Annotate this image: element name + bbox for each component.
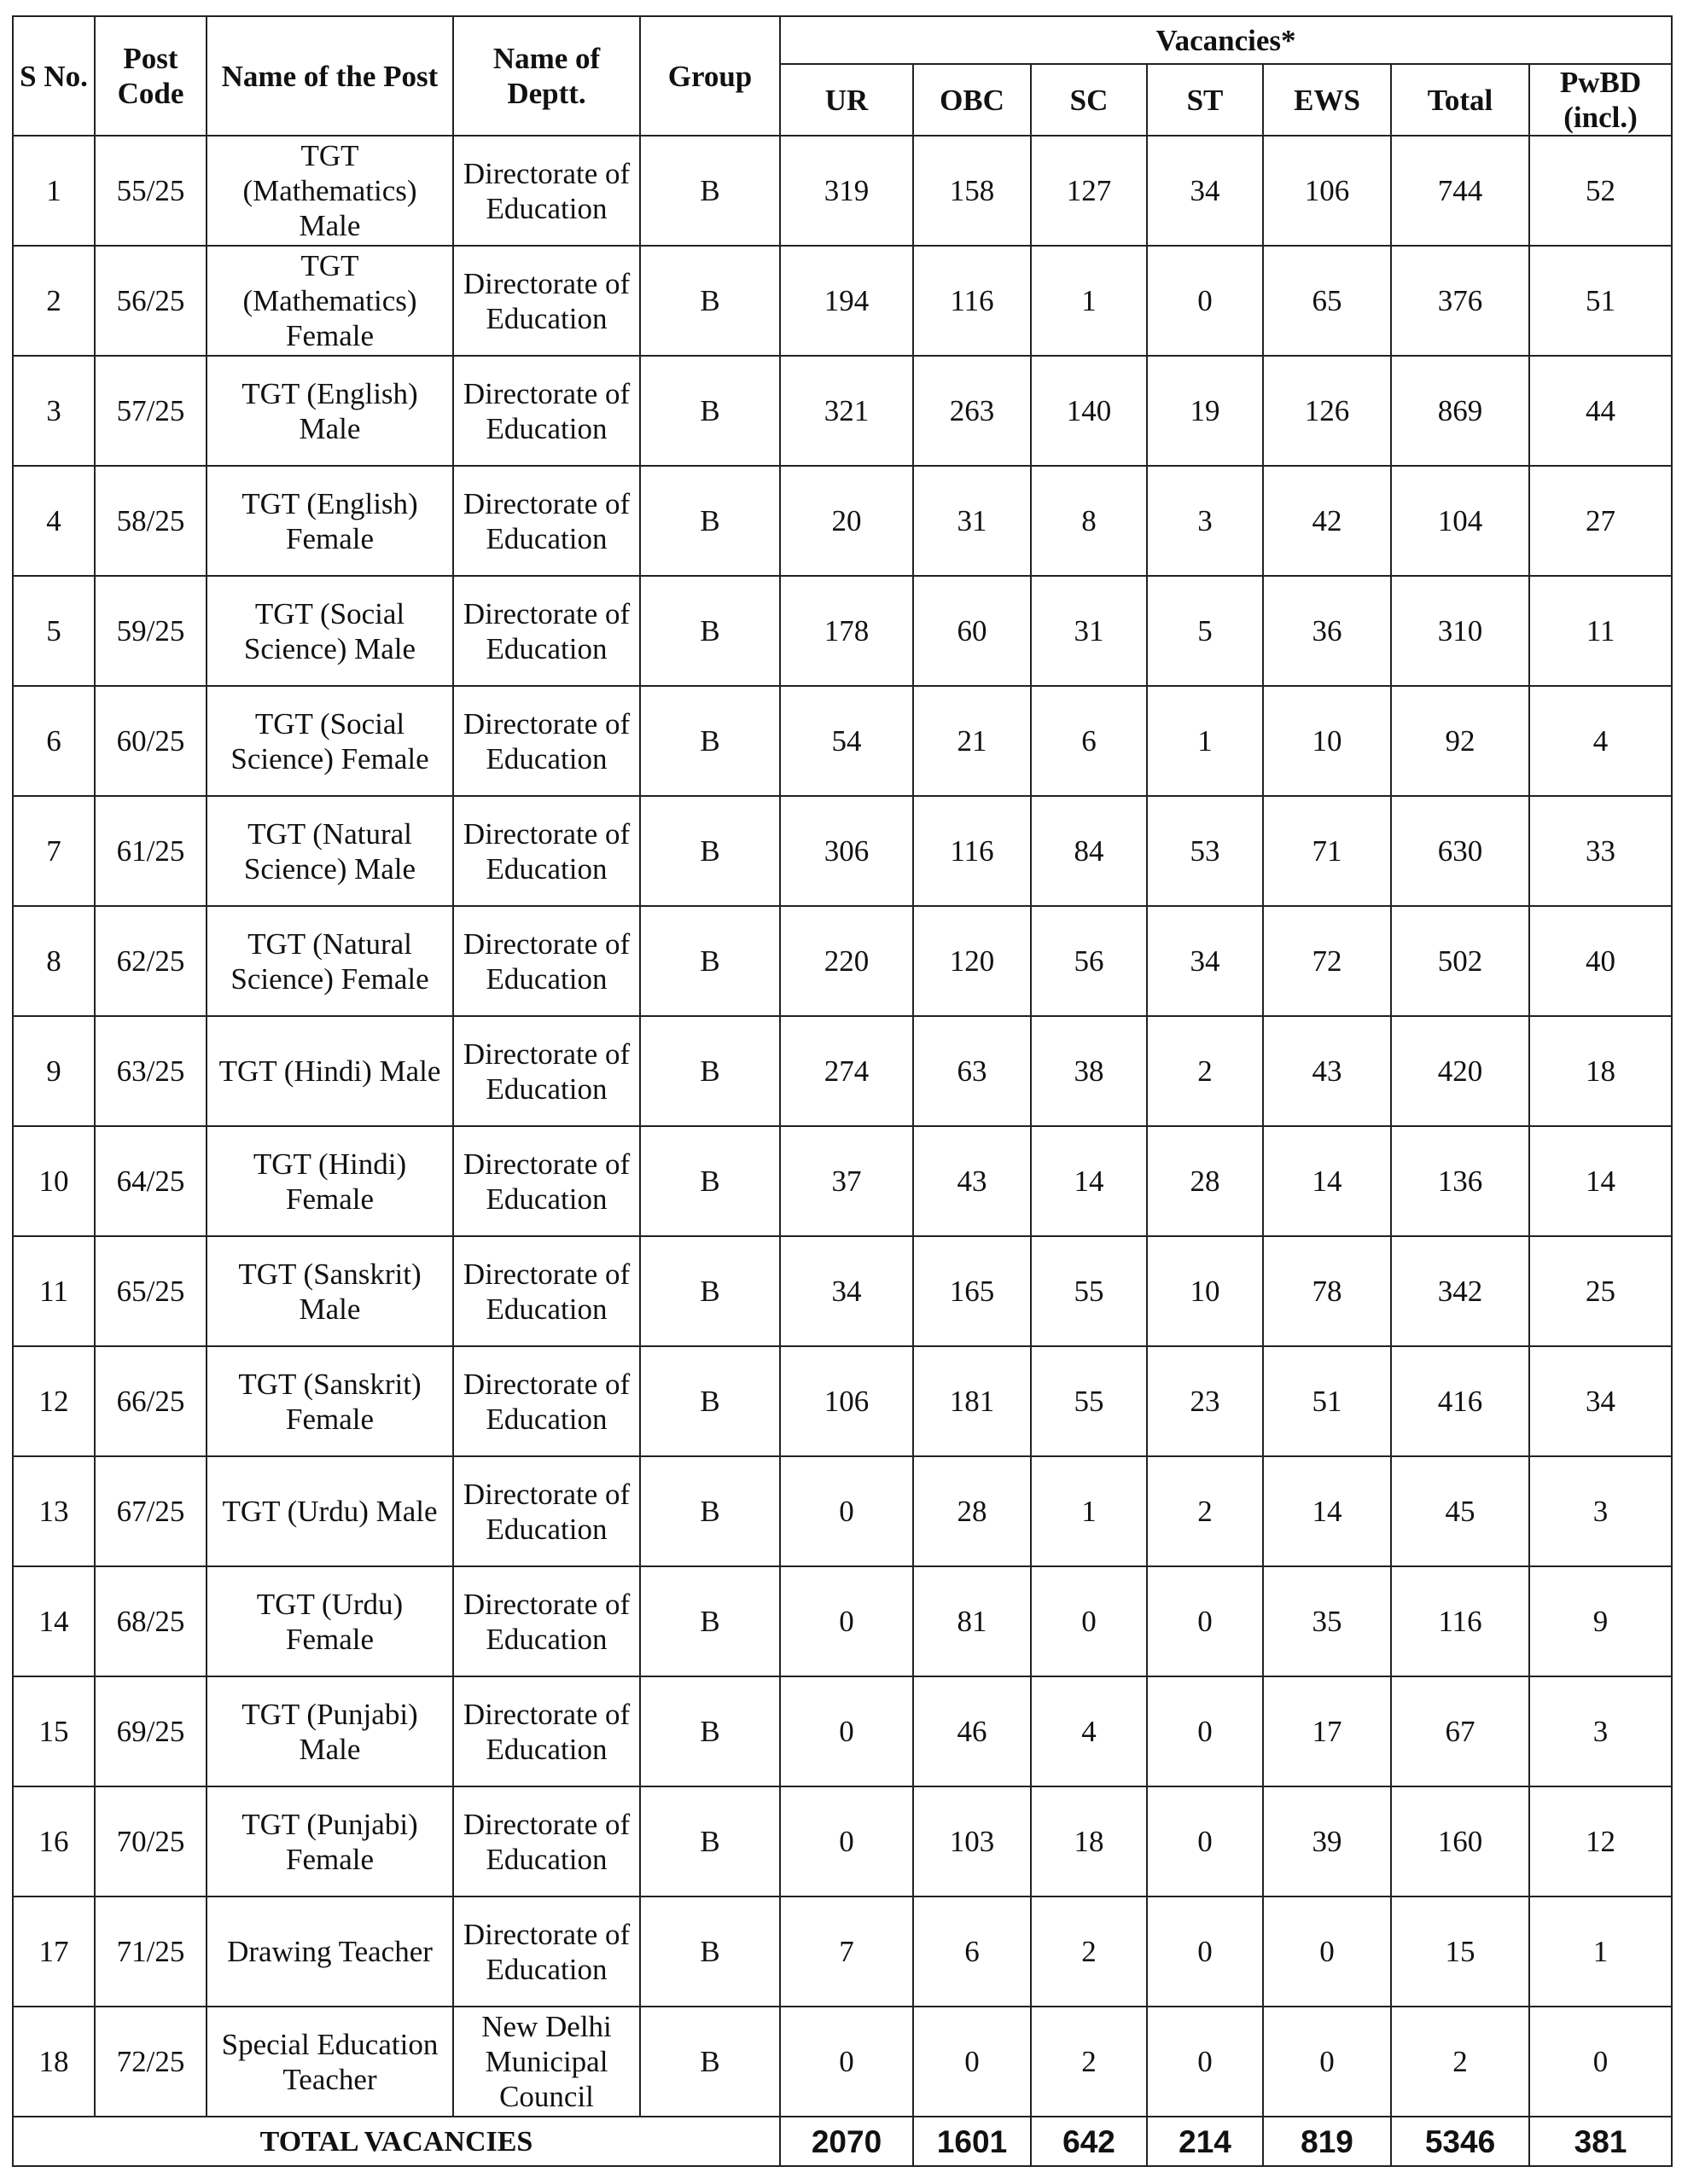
cell-obc: 21 — [913, 686, 1031, 796]
header-sc: SC — [1031, 64, 1147, 136]
cell-obc: 103 — [913, 1786, 1031, 1896]
cell-st: 53 — [1147, 796, 1263, 906]
cell-group: B — [640, 1896, 780, 2007]
cell-dept: Directorate of Education — [453, 1456, 640, 1566]
cell-sno: 4 — [13, 466, 95, 576]
cell-post-name: TGT (Urdu) Female — [207, 1566, 453, 1676]
cell-sno: 17 — [13, 1896, 95, 2007]
cell-sc: 14 — [1031, 1126, 1147, 1236]
cell-sno: 2 — [13, 246, 95, 356]
cell-ews: 42 — [1263, 466, 1391, 576]
cell-sno: 8 — [13, 906, 95, 1016]
cell-pwbd: 51 — [1529, 246, 1672, 356]
cell-pwbd: 11 — [1529, 576, 1672, 686]
cell-total: 630 — [1391, 796, 1529, 906]
cell-post-code: 60/25 — [95, 686, 207, 796]
cell-dept: New Delhi Municipal Council — [453, 2007, 640, 2117]
table-row — [13, 466, 1672, 576]
cell-ur: 37 — [780, 1126, 913, 1236]
cell-group: B — [640, 1456, 780, 1566]
cell-post-name: Special Education Teacher — [207, 2007, 453, 2117]
cell-dept: Directorate of Education — [453, 1126, 640, 1236]
cell-ur: 0 — [780, 1566, 913, 1676]
header-group: Group — [640, 16, 780, 136]
cell-sno: 1 — [13, 136, 95, 246]
cell-post-name: TGT (English) Female — [207, 466, 453, 576]
cell-ews: 0 — [1263, 2007, 1391, 2117]
cell-group: B — [640, 576, 780, 686]
total-total: 5346 — [1391, 2117, 1529, 2166]
cell-post-name: TGT (Natural Science) Male — [207, 796, 453, 906]
cell-ews: 126 — [1263, 356, 1391, 466]
cell-post-code: 64/25 — [95, 1126, 207, 1236]
cell-total: 744 — [1391, 136, 1529, 246]
cell-group: B — [640, 1786, 780, 1896]
cell-obc: 0 — [913, 2007, 1031, 2117]
table-row — [13, 1676, 1672, 1786]
header-st: ST — [1147, 64, 1263, 136]
cell-obc: 263 — [913, 356, 1031, 466]
cell-sno: 5 — [13, 576, 95, 686]
cell-st: 5 — [1147, 576, 1263, 686]
cell-total: 376 — [1391, 246, 1529, 356]
cell-post-code: 55/25 — [95, 136, 207, 246]
cell-dept: Directorate of Education — [453, 796, 640, 906]
cell-pwbd: 27 — [1529, 466, 1672, 576]
table-row — [13, 686, 1672, 796]
cell-sc: 0 — [1031, 1566, 1147, 1676]
table-row — [13, 1896, 1672, 2007]
cell-st: 34 — [1147, 136, 1263, 246]
cell-obc: 120 — [913, 906, 1031, 1016]
cell-ur: 178 — [780, 576, 913, 686]
cell-group: B — [640, 686, 780, 796]
cell-st: 34 — [1147, 906, 1263, 1016]
cell-sno: 9 — [13, 1016, 95, 1126]
cell-post-name: TGT (Urdu) Male — [207, 1456, 453, 1566]
cell-st: 23 — [1147, 1346, 1263, 1456]
vacancy-table — [12, 15, 1673, 2167]
cell-pwbd: 34 — [1529, 1346, 1672, 1456]
cell-pwbd: 1 — [1529, 1896, 1672, 2007]
table-row — [13, 356, 1672, 466]
cell-dept: Directorate of Education — [453, 906, 640, 1016]
cell-post-code: 61/25 — [95, 796, 207, 906]
cell-group: B — [640, 2007, 780, 2117]
total-ews: 819 — [1263, 2117, 1391, 2166]
cell-ews: 0 — [1263, 1896, 1391, 2007]
cell-ews: 14 — [1263, 1456, 1391, 1566]
cell-sc: 8 — [1031, 466, 1147, 576]
cell-post-code: 70/25 — [95, 1786, 207, 1896]
table-row — [13, 906, 1672, 1016]
cell-total: 342 — [1391, 1236, 1529, 1346]
cell-sc: 127 — [1031, 136, 1147, 246]
cell-dept: Directorate of Education — [453, 1346, 640, 1456]
cell-dept: Directorate of Education — [453, 136, 640, 246]
cell-st: 0 — [1147, 1566, 1263, 1676]
cell-group: B — [640, 1126, 780, 1236]
cell-obc: 158 — [913, 136, 1031, 246]
cell-post-code: 59/25 — [95, 576, 207, 686]
cell-post-code: 72/25 — [95, 2007, 207, 2117]
table-row — [13, 2007, 1672, 2117]
cell-post-name: TGT (Sanskrit) Male — [207, 1236, 453, 1346]
header-ews: EWS — [1263, 64, 1391, 136]
table-row — [13, 1346, 1672, 1456]
cell-obc: 116 — [913, 246, 1031, 356]
cell-ur: 7 — [780, 1896, 913, 2007]
cell-total: 104 — [1391, 466, 1529, 576]
cell-ews: 39 — [1263, 1786, 1391, 1896]
header-dept: Name of Deptt. — [453, 16, 640, 136]
cell-post-code: 57/25 — [95, 356, 207, 466]
cell-pwbd: 12 — [1529, 1786, 1672, 1896]
cell-ews: 17 — [1263, 1676, 1391, 1786]
cell-obc: 116 — [913, 796, 1031, 906]
cell-ur: 34 — [780, 1236, 913, 1346]
total-obc: 1601 — [913, 2117, 1031, 2166]
table-row — [13, 1566, 1672, 1676]
cell-sno: 13 — [13, 1456, 95, 1566]
cell-dept: Directorate of Education — [453, 1786, 640, 1896]
cell-total: 502 — [1391, 906, 1529, 1016]
cell-dept: Directorate of Education — [453, 1676, 640, 1786]
cell-post-name: TGT (English) Male — [207, 356, 453, 466]
cell-group: B — [640, 1016, 780, 1126]
cell-post-name: TGT (Sanskrit) Female — [207, 1346, 453, 1456]
cell-ews: 71 — [1263, 796, 1391, 906]
cell-post-name: TGT (Hindi) Male — [207, 1016, 453, 1126]
cell-ur: 220 — [780, 906, 913, 1016]
cell-pwbd: 3 — [1529, 1456, 1672, 1566]
total-st: 214 — [1147, 2117, 1263, 2166]
cell-post-code: 63/25 — [95, 1016, 207, 1126]
header-sno: S No. — [13, 16, 95, 136]
cell-ur: 106 — [780, 1346, 913, 1456]
cell-pwbd: 25 — [1529, 1236, 1672, 1346]
cell-group: B — [640, 246, 780, 356]
cell-pwbd: 9 — [1529, 1566, 1672, 1676]
cell-ur: 0 — [780, 2007, 913, 2117]
total-pwbd: 381 — [1529, 2117, 1672, 2166]
table-row — [13, 1786, 1672, 1896]
cell-sc: 56 — [1031, 906, 1147, 1016]
table-row — [13, 246, 1672, 356]
cell-total: 15 — [1391, 1896, 1529, 2007]
cell-obc: 63 — [913, 1016, 1031, 1126]
cell-ur: 321 — [780, 356, 913, 466]
cell-sno: 14 — [13, 1566, 95, 1676]
cell-group: B — [640, 356, 780, 466]
cell-sc: 4 — [1031, 1676, 1147, 1786]
cell-ews: 36 — [1263, 576, 1391, 686]
cell-pwbd: 0 — [1529, 2007, 1672, 2117]
cell-group: B — [640, 796, 780, 906]
cell-post-name: TGT (Hindi) Female — [207, 1126, 453, 1236]
cell-sno: 3 — [13, 356, 95, 466]
table-row — [13, 1016, 1672, 1126]
cell-sno: 10 — [13, 1126, 95, 1236]
cell-ur: 20 — [780, 466, 913, 576]
cell-post-code: 67/25 — [95, 1456, 207, 1566]
cell-ews: 65 — [1263, 246, 1391, 356]
cell-post-code: 58/25 — [95, 466, 207, 576]
cell-group: B — [640, 1236, 780, 1346]
cell-ur: 0 — [780, 1676, 913, 1786]
cell-ews: 14 — [1263, 1126, 1391, 1236]
cell-group: B — [640, 1676, 780, 1786]
table-row — [13, 1456, 1672, 1566]
table-footer — [13, 2117, 1672, 2166]
cell-ews: 10 — [1263, 686, 1391, 796]
cell-sc: 31 — [1031, 576, 1147, 686]
cell-dept: Directorate of Education — [453, 686, 640, 796]
header-ur: UR — [780, 64, 913, 136]
cell-st: 28 — [1147, 1126, 1263, 1236]
cell-obc: 28 — [913, 1456, 1031, 1566]
cell-sno: 12 — [13, 1346, 95, 1456]
cell-post-name: TGT (Mathematics) Female — [207, 246, 453, 356]
cell-sno: 6 — [13, 686, 95, 796]
cell-sc: 140 — [1031, 356, 1147, 466]
cell-sno: 15 — [13, 1676, 95, 1786]
cell-group: B — [640, 1346, 780, 1456]
cell-dept: Directorate of Education — [453, 1236, 640, 1346]
cell-st: 1 — [1147, 686, 1263, 796]
cell-post-name: TGT (Mathematics) Male — [207, 136, 453, 246]
cell-total: 92 — [1391, 686, 1529, 796]
cell-post-name: Drawing Teacher — [207, 1896, 453, 2007]
cell-pwbd: 4 — [1529, 686, 1672, 796]
cell-sno: 11 — [13, 1236, 95, 1346]
cell-total: 869 — [1391, 356, 1529, 466]
cell-st: 2 — [1147, 1456, 1263, 1566]
cell-obc: 81 — [913, 1566, 1031, 1676]
cell-dept: Directorate of Education — [453, 466, 640, 576]
cell-ur: 0 — [780, 1456, 913, 1566]
cell-group: B — [640, 136, 780, 246]
cell-sc: 18 — [1031, 1786, 1147, 1896]
cell-sc: 38 — [1031, 1016, 1147, 1126]
cell-pwbd: 14 — [1529, 1126, 1672, 1236]
total-ur: 2070 — [780, 2117, 913, 2166]
table-row — [13, 796, 1672, 906]
cell-obc: 6 — [913, 1896, 1031, 2007]
header-post-name: Name of the Post — [207, 16, 453, 136]
cell-sno: 18 — [13, 2007, 95, 2117]
cell-ur: 54 — [780, 686, 913, 796]
cell-post-name: TGT (Social Science) Male — [207, 576, 453, 686]
cell-ews: 35 — [1263, 1566, 1391, 1676]
table-row — [13, 136, 1672, 246]
cell-post-name: TGT (Punjabi) Female — [207, 1786, 453, 1896]
cell-post-code: 65/25 — [95, 1236, 207, 1346]
cell-st: 0 — [1147, 1786, 1263, 1896]
cell-sc: 2 — [1031, 2007, 1147, 2117]
cell-ur: 319 — [780, 136, 913, 246]
header-post-code: Post Code — [95, 16, 207, 136]
cell-ews: 51 — [1263, 1346, 1391, 1456]
cell-st: 10 — [1147, 1236, 1263, 1346]
cell-group: B — [640, 466, 780, 576]
cell-st: 0 — [1147, 1896, 1263, 2007]
cell-st: 3 — [1147, 466, 1263, 576]
cell-pwbd: 52 — [1529, 136, 1672, 246]
cell-obc: 46 — [913, 1676, 1031, 1786]
cell-pwbd: 40 — [1529, 906, 1672, 1016]
total-sc: 642 — [1031, 2117, 1147, 2166]
cell-dept: Directorate of Education — [453, 356, 640, 466]
table-body — [13, 136, 1672, 2117]
table-header — [13, 16, 1672, 136]
cell-st: 19 — [1147, 356, 1263, 466]
cell-st: 2 — [1147, 1016, 1263, 1126]
cell-total: 416 — [1391, 1346, 1529, 1456]
header-pwbd: PwBD (incl.) — [1529, 64, 1672, 136]
table-row — [13, 1126, 1672, 1236]
cell-post-code: 69/25 — [95, 1676, 207, 1786]
cell-st: 0 — [1147, 2007, 1263, 2117]
cell-dept: Directorate of Education — [453, 246, 640, 356]
cell-post-name: TGT (Social Science) Female — [207, 686, 453, 796]
cell-obc: 165 — [913, 1236, 1031, 1346]
cell-sc: 55 — [1031, 1236, 1147, 1346]
cell-group: B — [640, 906, 780, 1016]
cell-pwbd: 18 — [1529, 1016, 1672, 1126]
cell-ews: 72 — [1263, 906, 1391, 1016]
cell-ews: 43 — [1263, 1016, 1391, 1126]
cell-sc: 55 — [1031, 1346, 1147, 1456]
cell-total: 136 — [1391, 1126, 1529, 1236]
cell-dept: Directorate of Education — [453, 1566, 640, 1676]
cell-ur: 306 — [780, 796, 913, 906]
cell-post-code: 71/25 — [95, 1896, 207, 2007]
total-label: TOTAL VACANCIES — [13, 2117, 780, 2166]
cell-ur: 194 — [780, 246, 913, 356]
cell-st: 0 — [1147, 246, 1263, 356]
cell-pwbd: 44 — [1529, 356, 1672, 466]
cell-total: 2 — [1391, 2007, 1529, 2117]
cell-pwbd: 33 — [1529, 796, 1672, 906]
cell-sno: 16 — [13, 1786, 95, 1896]
cell-sc: 1 — [1031, 1456, 1147, 1566]
cell-post-code: 56/25 — [95, 246, 207, 356]
cell-post-code: 62/25 — [95, 906, 207, 1016]
cell-sc: 84 — [1031, 796, 1147, 906]
cell-st: 0 — [1147, 1676, 1263, 1786]
header-total: Total — [1391, 64, 1529, 136]
cell-total: 420 — [1391, 1016, 1529, 1126]
cell-dept: Directorate of Education — [453, 1016, 640, 1126]
cell-total: 160 — [1391, 1786, 1529, 1896]
table-row — [13, 576, 1672, 686]
cell-sc: 1 — [1031, 246, 1147, 356]
cell-obc: 31 — [913, 466, 1031, 576]
cell-ews: 106 — [1263, 136, 1391, 246]
header-obc: OBC — [913, 64, 1031, 136]
cell-sno: 7 — [13, 796, 95, 906]
cell-ews: 78 — [1263, 1236, 1391, 1346]
cell-total: 310 — [1391, 576, 1529, 686]
cell-ur: 0 — [780, 1786, 913, 1896]
cell-dept: Directorate of Education — [453, 1896, 640, 2007]
cell-total: 67 — [1391, 1676, 1529, 1786]
cell-sc: 2 — [1031, 1896, 1147, 2007]
cell-sc: 6 — [1031, 686, 1147, 796]
cell-total: 116 — [1391, 1566, 1529, 1676]
cell-obc: 43 — [913, 1126, 1031, 1236]
cell-group: B — [640, 1566, 780, 1676]
cell-obc: 60 — [913, 576, 1031, 686]
cell-post-code: 68/25 — [95, 1566, 207, 1676]
cell-obc: 181 — [913, 1346, 1031, 1456]
cell-dept: Directorate of Education — [453, 576, 640, 686]
table-row — [13, 1236, 1672, 1346]
cell-post-name: TGT (Natural Science) Female — [207, 906, 453, 1016]
cell-post-name: TGT (Punjabi) Male — [207, 1676, 453, 1786]
cell-post-code: 66/25 — [95, 1346, 207, 1456]
cell-pwbd: 3 — [1529, 1676, 1672, 1786]
header-vacancies: Vacancies* — [780, 16, 1672, 64]
cell-total: 45 — [1391, 1456, 1529, 1566]
cell-ur: 274 — [780, 1016, 913, 1126]
